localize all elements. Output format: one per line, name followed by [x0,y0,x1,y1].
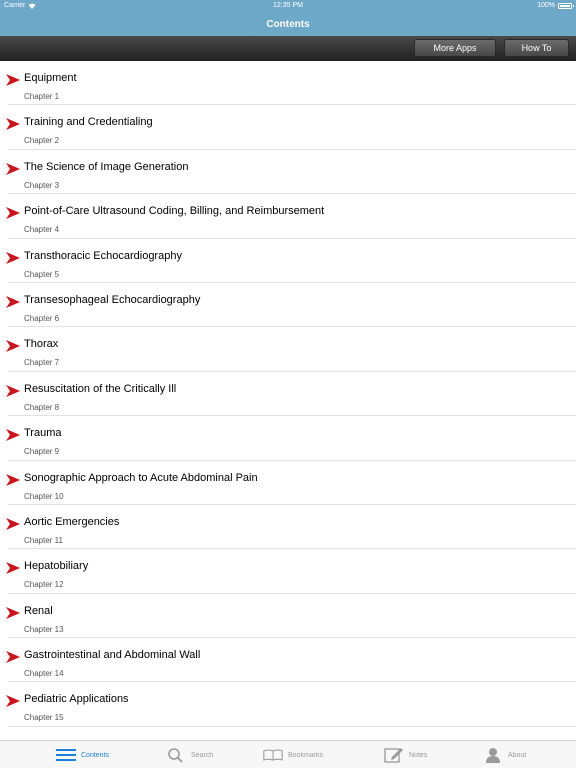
chapter-title: Gastrointestinal and Abdominal Wall [24,649,201,662]
status-right [537,2,572,9]
nav-bar [0,12,576,36]
tab-label: Notes [409,751,428,759]
chapter-title: Training and Credentialing [24,116,153,129]
chapter-row[interactable] [0,194,576,238]
chapter-number: Chapter 9 [24,447,60,457]
tab-search[interactable] [166,745,213,765]
arrow-right-icon [6,607,20,619]
how-to-button[interactable]: How To [504,39,569,57]
chapter-list[interactable] [0,61,576,740]
chapter-row[interactable] [0,372,576,416]
chapter-row[interactable] [0,461,576,505]
chapter-title: Trauma [24,427,62,440]
page-title: Contents [266,18,310,30]
tab-contents[interactable] [56,745,109,765]
more-apps-button[interactable]: More Apps [414,39,496,57]
arrow-right-icon [6,695,20,707]
person-icon [483,747,503,763]
chapter-number: Chapter 3 [24,180,60,190]
chapter-number: Chapter 13 [24,624,64,634]
chapter-number: Chapter 10 [24,491,64,501]
chapter-row[interactable] [0,61,576,105]
chapter-title: Transesophageal Echocardiography [24,293,201,306]
tab-bar [0,740,576,768]
arrow-right-icon [6,207,20,219]
book-icon [263,747,283,763]
chapter-title: Resuscitation of the Critically Ill [24,382,177,395]
chapter-row[interactable] [0,150,576,194]
chapter-number: Chapter 1 [24,92,60,101]
tab-label: Bookmarks [288,751,324,759]
chapter-row[interactable] [0,283,576,327]
chapter-number: Chapter 2 [24,136,60,146]
arrow-right-icon [6,385,20,397]
chapter-title: Hepatobiliary [24,560,89,573]
chapter-number: Chapter 14 [24,669,64,679]
chapter-row[interactable] [0,239,576,283]
chapter-row[interactable] [0,327,576,371]
carrier-label: Carrier [4,2,26,9]
list-icon [56,747,76,763]
chapter-number: Chapter 5 [24,269,60,279]
tab-label: Search [191,751,214,759]
chapter-row[interactable] [0,105,576,149]
chapter-title: The Science of Image Generation [24,160,189,173]
chapter-title: Transthoracic Echocardiography [24,249,182,262]
chapter-row[interactable] [0,594,576,638]
chapter-number: Chapter 15 [24,713,64,723]
chapter-number: Chapter 7 [24,358,60,368]
edit-note-icon [384,747,404,763]
chapter-number: Chapter 8 [24,402,60,412]
chapter-title: Equipment [24,72,77,84]
arrow-right-icon [6,296,20,308]
arrow-right-icon [6,163,20,175]
chapter-row[interactable] [0,416,576,460]
arrow-right-icon [6,429,20,441]
chapter-row[interactable] [0,682,576,726]
tab-notes[interactable] [384,745,427,765]
arrow-right-icon [6,474,20,486]
status-bar [0,0,576,12]
tab-about[interactable] [483,745,526,765]
battery-percent: 100% [537,2,555,9]
arrow-right-icon [6,340,20,352]
chapter-number: Chapter 12 [24,580,64,590]
arrow-right-icon [6,118,20,130]
status-time: 12:35 PM [273,2,303,9]
chapter-title: Point-of-Care Ultrasound Coding, Billing, and Reimbursement [24,205,325,218]
chapter-title: Pediatric Applications [24,693,129,706]
search-icon [166,747,186,763]
tab-label: Contents [81,751,110,759]
arrow-right-icon [6,562,20,574]
chapter-number: Chapter 4 [24,225,60,235]
chapter-row[interactable] [0,549,576,593]
toolbar [0,36,576,61]
arrow-right-icon [6,252,20,264]
chapter-number: Chapter 11 [24,535,63,545]
tab-bookmarks[interactable] [263,745,323,765]
divider [8,726,576,727]
arrow-right-icon [6,651,20,663]
chapter-title: Renal [24,604,53,617]
chapter-title: Sonographic Approach to Acute Abdominal Pain [24,471,258,484]
battery-icon [558,3,572,9]
chapter-row[interactable] [0,505,576,549]
tab-label: About [508,751,527,759]
chapter-number: Chapter 6 [24,313,60,323]
chapter-title: Aortic Emergencies [24,515,120,528]
chapter-row[interactable] [0,638,576,682]
arrow-right-icon [6,518,20,530]
arrow-right-icon [6,74,20,86]
chapter-title: Thorax [24,338,59,351]
